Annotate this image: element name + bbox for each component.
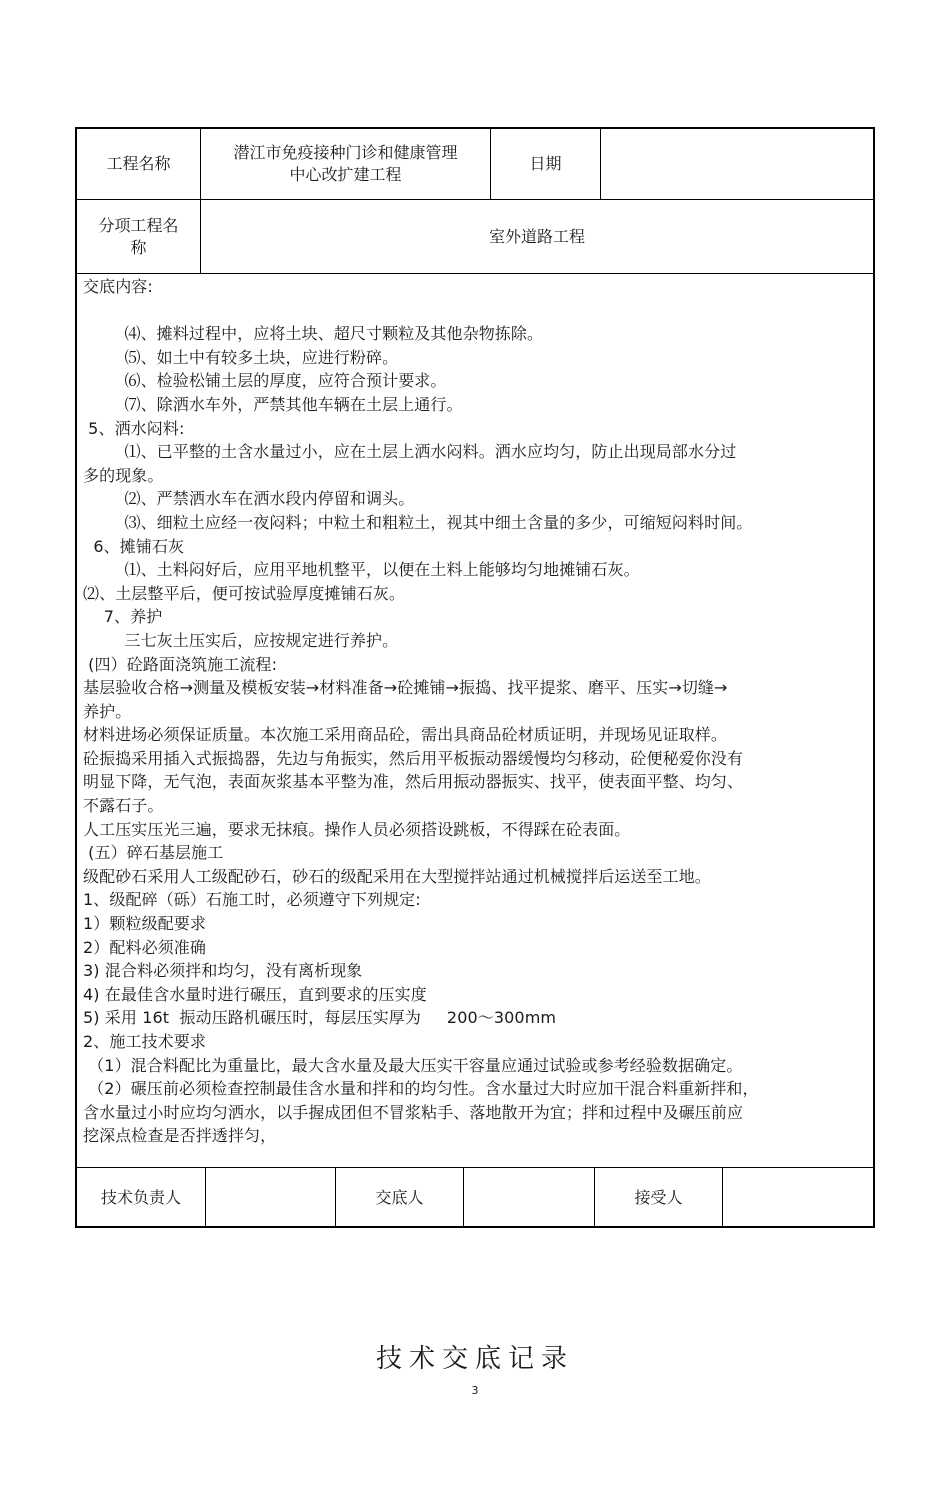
date-value	[601, 129, 873, 199]
disclosure-content	[83, 275, 871, 1148]
tech-lead-value	[206, 1168, 335, 1228]
content-line: ⑴、已平整的土含水量过小，应在土层上洒水闷料。洒水应均匀，防止出现局部水分过	[83, 442, 737, 462]
content-line: 级配砂石采用人工级配砂石，砂石的级配采用在大型搅拌站通过机械搅拌后运送至工地。	[83, 866, 711, 886]
content-line: 材料进场必须保证质量。本次施工采用商品砼，需出具商品砼材质证明，并现场见证取样。	[83, 725, 728, 745]
content-line: ⑶、细粒土应经一夜闷料；中粒土和粗粒土，视其中细土含量的多少，可缩短闷料时间。	[83, 512, 753, 532]
content-line: ⑹、检验松铺土层的厚度，应符合预计要求。	[83, 371, 447, 391]
content-line: 含水量过小时应均匀洒水，以手握成团但不冒浆粘手、落地散开为宜；拌和过程中及碾压前应	[83, 1102, 744, 1122]
content-line: 养护。	[83, 701, 132, 721]
page-number: 3	[471, 1384, 479, 1397]
row-divider	[77, 273, 873, 274]
content-line: 砼振捣采用插入式振捣器，先边与角振实，然后用平板振动器缓慢均匀移动，砼便秘爱你没有	[83, 748, 744, 768]
content-line: 基层验收合格→测量及模板安装→材料准备→砼摊铺→振捣、找平提浆、磨平、压实→切缝→	[83, 678, 728, 698]
document-title: 技术交底记录	[375, 1344, 574, 1374]
content-line: 5、洒水闷料:	[83, 418, 185, 438]
receiver-label: 接受人	[634, 1188, 683, 1207]
project-name-value	[201, 129, 490, 199]
content-line: 人工压实压光三遍，要求无抹痕。操作人员必须搭设跳板，不得踩在砼表面。	[83, 819, 631, 839]
sub-project-label-line-1: 分项工程名	[98, 215, 179, 235]
content-line: ⑺、除洒水车外，严禁其他车辆在土层上通行。	[83, 394, 463, 414]
content-line: 明显下降，无气泡，表面灰浆基本平整为准，然后用振动器振实、找平，使表面平整、均匀、	[83, 772, 744, 792]
content-line: 2）配料必须准确	[83, 937, 206, 957]
content-line: 多的现象。	[83, 465, 164, 485]
content-label: 交底内容:	[83, 277, 153, 296]
disclosure-table	[75, 127, 875, 1228]
content-line: ⑵、严禁洒水车在洒水段内停留和调头。	[83, 489, 415, 509]
content-line: （2）碾压前必须检查控制最佳含水量和拌和的均匀性。含水量过大时应加干混合料重新拌和，	[83, 1079, 759, 1099]
content-line: （1）混合料配比为重量比，最大含水量及最大压实干容量应通过试验或参考经验数据确定。	[83, 1055, 743, 1075]
content-line: 3) 混合料必须拌和均匀，没有离析现象	[83, 961, 363, 981]
tech-lead-label: 技术负责人	[100, 1188, 181, 1207]
content-line: ⑷、摊料过程中，应将土块、超尺寸颗粒及其他杂物拣除。	[83, 324, 544, 344]
content-lines	[83, 299, 871, 1148]
project-name-label: 工程名称	[106, 154, 171, 173]
content-line: (四）砼路面浇筑施工流程:	[83, 654, 278, 674]
content-line: 1、级配碎（砾）石施工时，必须遵守下列规定:	[83, 890, 421, 910]
date-label: 日期	[529, 154, 562, 173]
content-line: ⑴、土料闷好后，应用平地机整平，以便在土料上能够均匀地摊铺石灰。	[83, 560, 640, 580]
content-line: 挖深点检查是否拌透拌匀，	[83, 1126, 277, 1146]
project-name-line-2: 中心改扩建工程	[289, 165, 402, 184]
sub-project-label	[77, 200, 200, 273]
content-line: (五）碎石基层施工	[83, 843, 224, 863]
sub-project-label-line-2: 称	[130, 237, 147, 257]
project-name-line-1: 潜江市免疫接种门诊和健康管理	[233, 143, 458, 162]
content-line: 4) 在最佳含水量时进行碾压，直到要求的压实度	[83, 984, 427, 1004]
content-line: 三七灰土压实后，应按规定进行养护。	[83, 630, 399, 650]
content-line: 6、摊铺石灰	[83, 536, 185, 556]
content-line: 7、养护	[83, 607, 163, 627]
content-line: 5) 采用 16t 振动压路机碾压时，每层压实厚为 200～300mm	[83, 1008, 557, 1028]
content-line: ⑸、如土中有较多土块，应进行粉碎。	[83, 347, 399, 367]
content-line: 不露石子。	[83, 796, 164, 816]
content-line: 1）颗粒级配要求	[83, 914, 206, 934]
presenter-label: 交底人	[375, 1188, 424, 1207]
sub-project-value: 室外道路工程	[488, 226, 585, 246]
content-line: ⑵、土层整平后，便可按试验厚度摊铺石灰。	[83, 583, 406, 603]
content-line: 2、施工技术要求	[83, 1032, 206, 1051]
presenter-value	[464, 1168, 594, 1228]
receiver-value	[723, 1168, 873, 1228]
content-line	[83, 299, 871, 323]
